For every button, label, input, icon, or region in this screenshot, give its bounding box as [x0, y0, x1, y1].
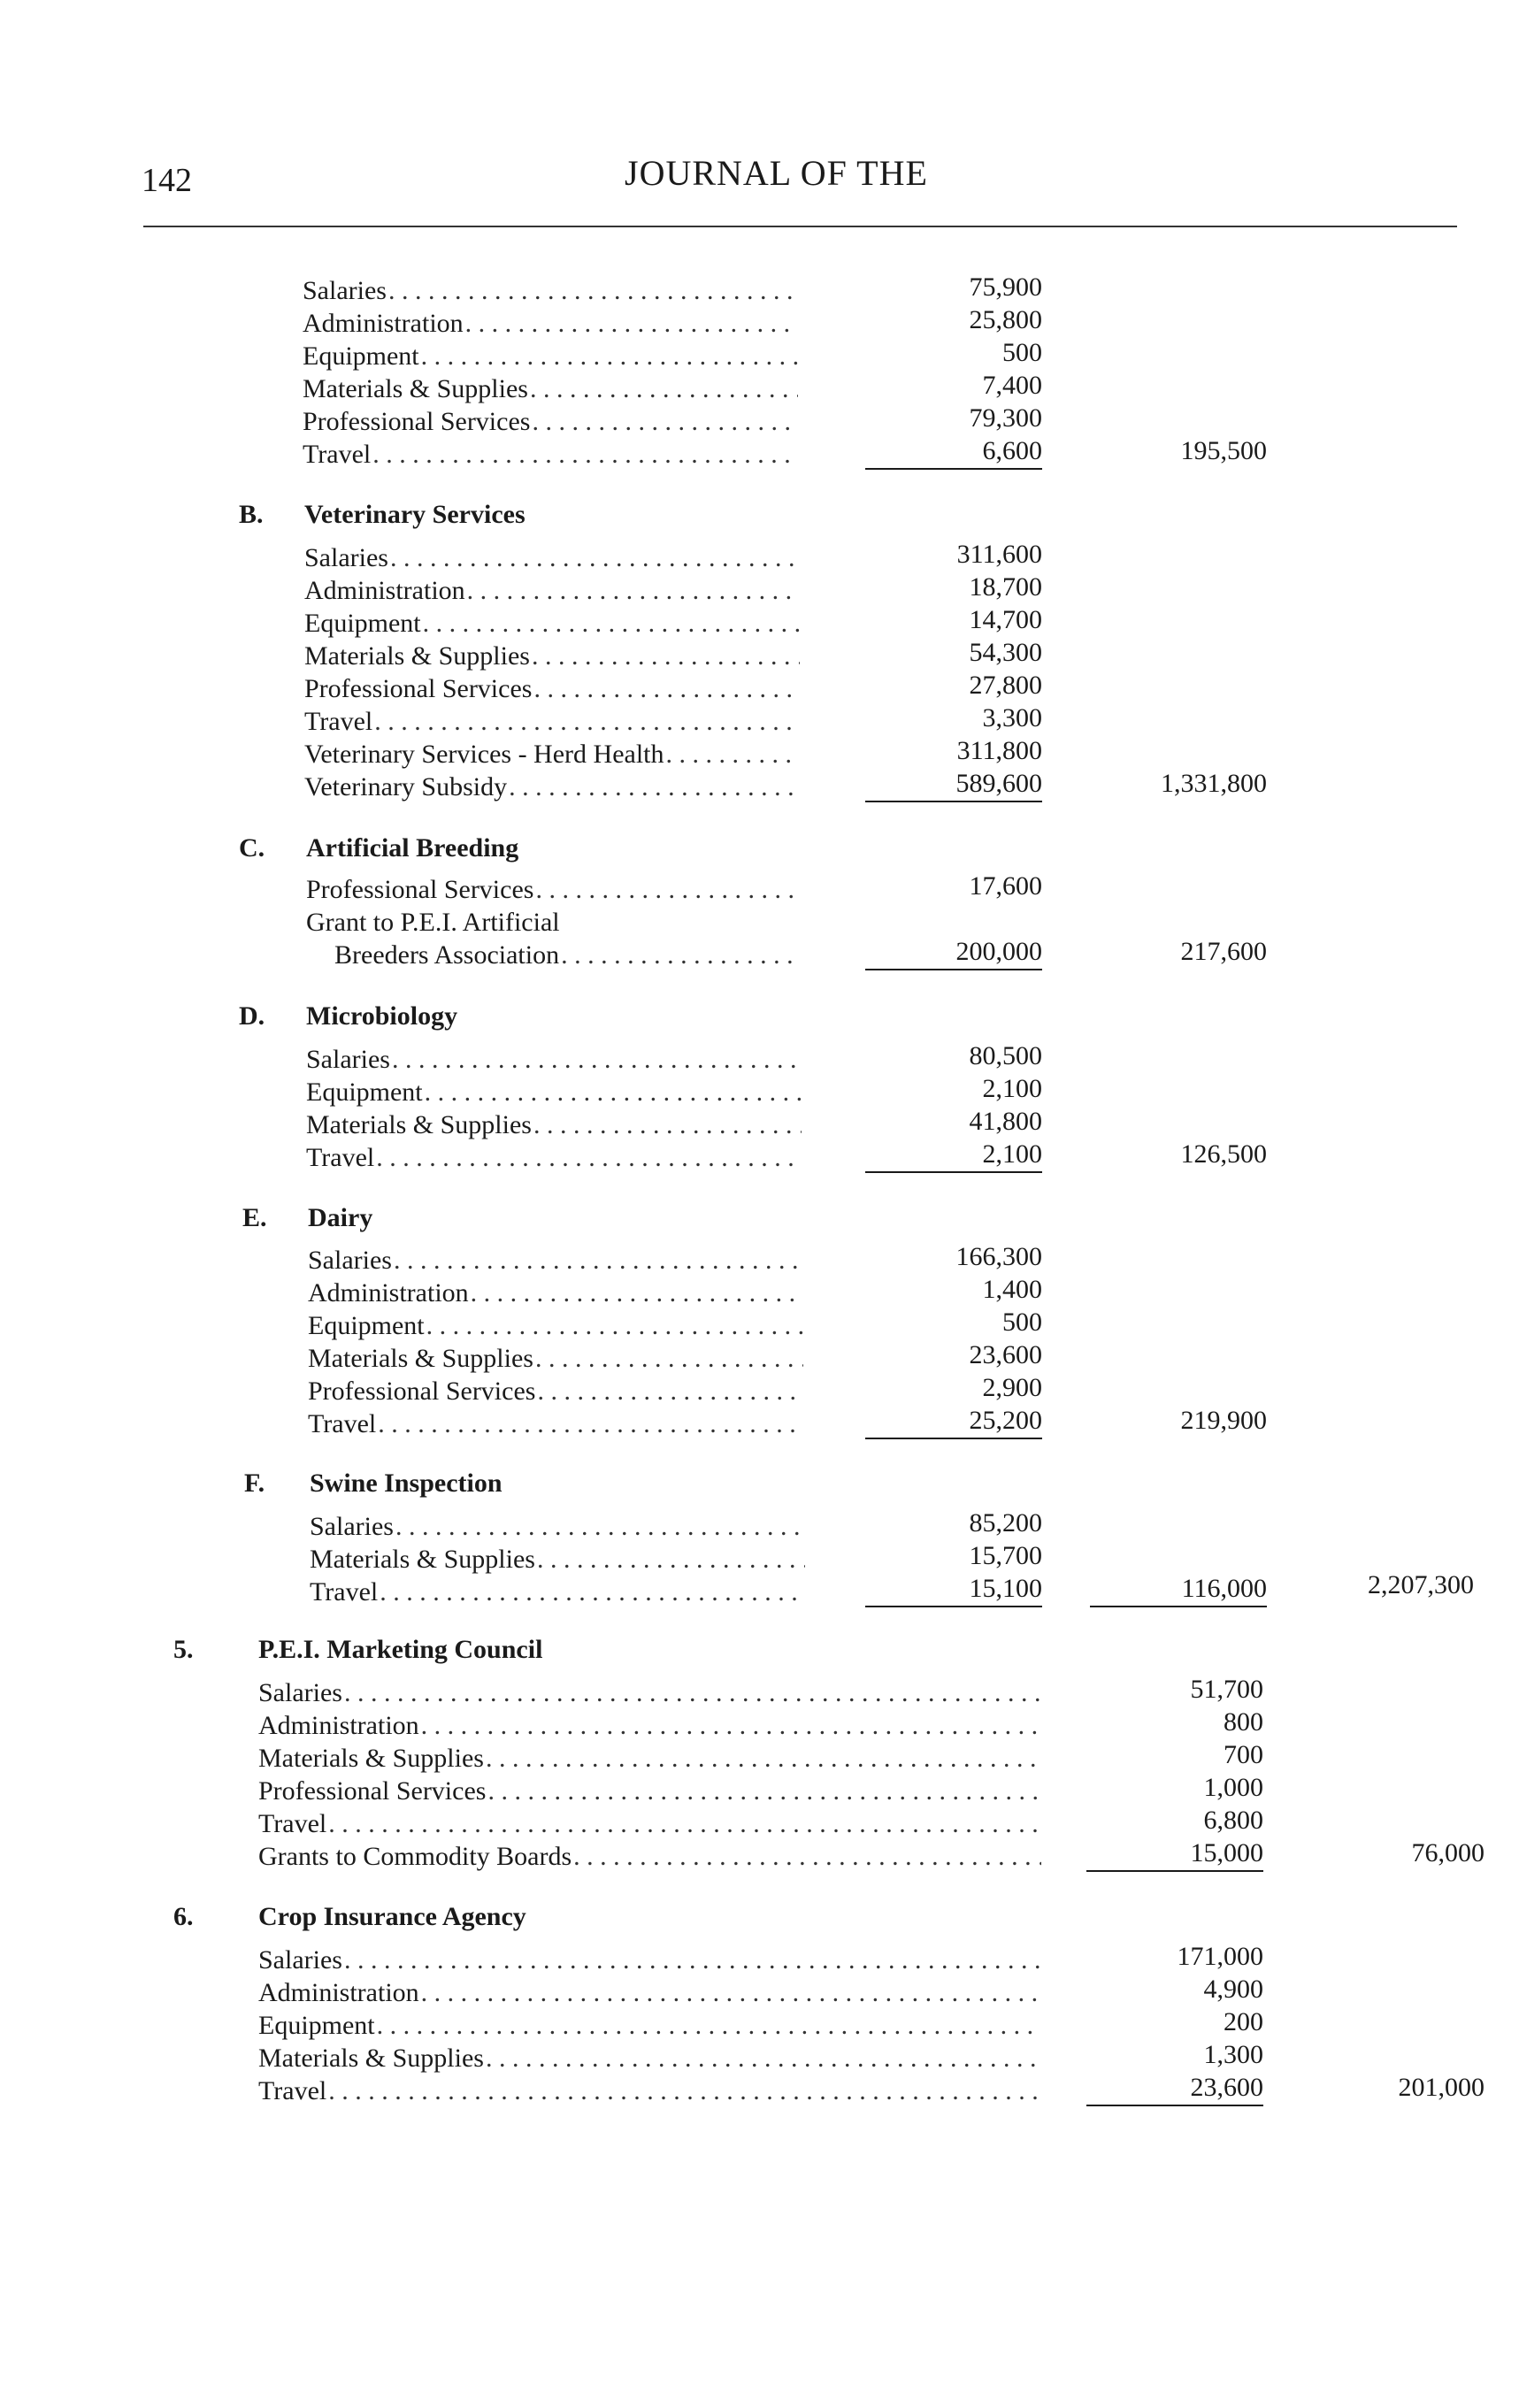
line-amount: 2,900: [982, 1373, 1042, 1402]
line-item: Grant to P.E.I. Artificial: [306, 908, 560, 937]
line-item: Equipment . . .: [304, 605, 800, 639]
line-amount: 311,800: [956, 736, 1042, 765]
line-item: Travel . . .: [304, 703, 800, 737]
section-total: 1,331,800: [1161, 769, 1267, 798]
section-total: 195,500: [1180, 436, 1267, 465]
section-heading: P.E.I. Marketing Council: [258, 1635, 543, 1664]
line-amount: 500: [1002, 338, 1042, 367]
line-item: Equipment . . .: [303, 338, 798, 372]
line-item: Travel . . .: [306, 1139, 802, 1173]
line-item: Professional Services . . .: [258, 1773, 1041, 1806]
section-letter: F.: [244, 1469, 265, 1498]
line-amount: 3,300: [982, 703, 1042, 732]
line-amount: 1,300: [1203, 2040, 1263, 2069]
line-item: Materials & Supplies . . .: [304, 638, 800, 671]
header-rule: [143, 226, 1457, 227]
line-amount: 75,900: [969, 272, 1042, 302]
line-amount: 25,800: [969, 305, 1042, 334]
line-item: Materials & Supplies . . .: [303, 371, 798, 404]
line-amount: 15,100: [865, 1574, 1042, 1607]
line-item: Materials & Supplies . . .: [308, 1340, 803, 1374]
line-amount: 85,200: [969, 1508, 1042, 1538]
line-item: Materials & Supplies . . .: [258, 1740, 1041, 1774]
page-number: 142: [142, 162, 192, 199]
line-item: Salaries . . .: [258, 1942, 1041, 1975]
section-number: 5.: [173, 1635, 194, 1664]
line-item: Materials & Supplies . . .: [306, 1107, 802, 1140]
line-amount: 4,900: [1203, 1975, 1263, 2004]
line-item: Travel . . .: [308, 1406, 803, 1439]
line-amount: 7,400: [982, 371, 1042, 400]
line-item: Equipment . . .: [308, 1308, 803, 1341]
line-amount: 500: [1002, 1308, 1042, 1337]
section-total: 76,000: [1411, 1838, 1484, 1867]
line-amount: 51,700: [1190, 1675, 1263, 1704]
line-amount: 1,400: [982, 1275, 1042, 1304]
line-item: Salaries . . .: [304, 540, 800, 573]
line-item: Travel . . .: [258, 2073, 1041, 2106]
line-item: Travel . . .: [258, 1806, 1041, 1839]
line-amount: 23,600: [969, 1340, 1042, 1369]
section-heading: Artificial Breeding: [306, 833, 519, 863]
section-total: 116,000: [1090, 1574, 1267, 1607]
line-amount: 18,700: [969, 572, 1042, 602]
line-amount: 6,800: [1203, 1806, 1263, 1835]
line-item: Salaries . . .: [303, 272, 798, 306]
line-amount: 1,000: [1203, 1773, 1263, 1802]
line-item: Administration . . .: [308, 1275, 803, 1308]
line-item: Administration . . .: [303, 305, 798, 339]
grand-total: 2,207,300: [1368, 1570, 1474, 1599]
line-item: Grants to Commodity Boards . . .: [258, 1838, 1041, 1872]
section-heading: Crop Insurance Agency: [258, 1902, 526, 1931]
section-letter: B.: [239, 500, 264, 529]
line-amount: 79,300: [969, 403, 1042, 433]
line-amount: 166,300: [955, 1242, 1042, 1271]
line-item: Professional Services . . .: [304, 671, 800, 704]
line-item: Veterinary Subsidy . . .: [304, 769, 800, 802]
line-item: Travel . . .: [310, 1574, 805, 1607]
line-amount: 15,000: [1086, 1838, 1263, 1872]
section-heading: Veterinary Services: [304, 500, 526, 529]
section-heading: Swine Inspection: [310, 1469, 502, 1498]
section-letter: D.: [239, 1001, 265, 1031]
section-total: 201,000: [1398, 2073, 1484, 2102]
line-item: Salaries . . .: [308, 1242, 803, 1276]
line-item: Veterinary Services - Herd Health . . .: [304, 736, 800, 770]
section-total: 217,600: [1180, 937, 1267, 966]
section-total: 126,500: [1180, 1139, 1267, 1169]
line-item: Materials & Supplies . . .: [258, 2040, 1041, 2074]
line-amount: 2,100: [982, 1074, 1042, 1103]
line-item: Materials & Supplies . . .: [310, 1541, 805, 1575]
line-item: Professional Services . . .: [303, 403, 798, 437]
line-amount: 17,600: [969, 871, 1042, 901]
line-item: Administration . . .: [258, 1975, 1041, 2008]
line-amount: 6,600: [865, 436, 1042, 470]
line-amount: 23,600: [1086, 2073, 1263, 2106]
line-item: Equipment . . .: [258, 2007, 1041, 2041]
line-amount: 800: [1224, 1707, 1263, 1737]
section-number: 6.: [173, 1902, 194, 1931]
line-item: Salaries . . .: [258, 1675, 1041, 1708]
line-amount: 589,600: [865, 769, 1042, 802]
line-item: Equipment . . .: [306, 1074, 802, 1108]
section-total: 219,900: [1180, 1406, 1267, 1435]
section-letter: C.: [239, 833, 265, 863]
line-amount: 41,800: [969, 1107, 1042, 1136]
line-amount: 25,200: [865, 1406, 1042, 1439]
line-item: Travel . . .: [303, 436, 798, 470]
line-amount: 27,800: [969, 671, 1042, 700]
line-amount: 311,600: [956, 540, 1042, 569]
line-item: Salaries . . .: [306, 1041, 802, 1075]
line-amount: 200,000: [865, 937, 1042, 970]
section-heading: Microbiology: [306, 1001, 458, 1031]
section-heading: Dairy: [308, 1203, 373, 1232]
line-item: Professional Services . . .: [306, 871, 802, 905]
line-amount: 700: [1224, 1740, 1263, 1769]
section-letter: E.: [242, 1203, 267, 1232]
line-item: Salaries . . .: [310, 1508, 805, 1542]
line-amount: 80,500: [969, 1041, 1042, 1070]
line-item: Professional Services . . .: [308, 1373, 803, 1407]
line-amount: 54,300: [969, 638, 1042, 667]
line-item: Breeders Association . . .: [334, 937, 802, 970]
line-item: Administration . . .: [258, 1707, 1041, 1741]
line-amount: 200: [1224, 2007, 1263, 2036]
line-item: Administration . . .: [304, 572, 800, 606]
line-amount: 14,700: [969, 605, 1042, 634]
line-amount: 15,700: [969, 1541, 1042, 1570]
running-head: JOURNAL OF THE: [625, 153, 928, 193]
line-amount: 171,000: [1177, 1942, 1263, 1971]
line-amount: 2,100: [865, 1139, 1042, 1173]
